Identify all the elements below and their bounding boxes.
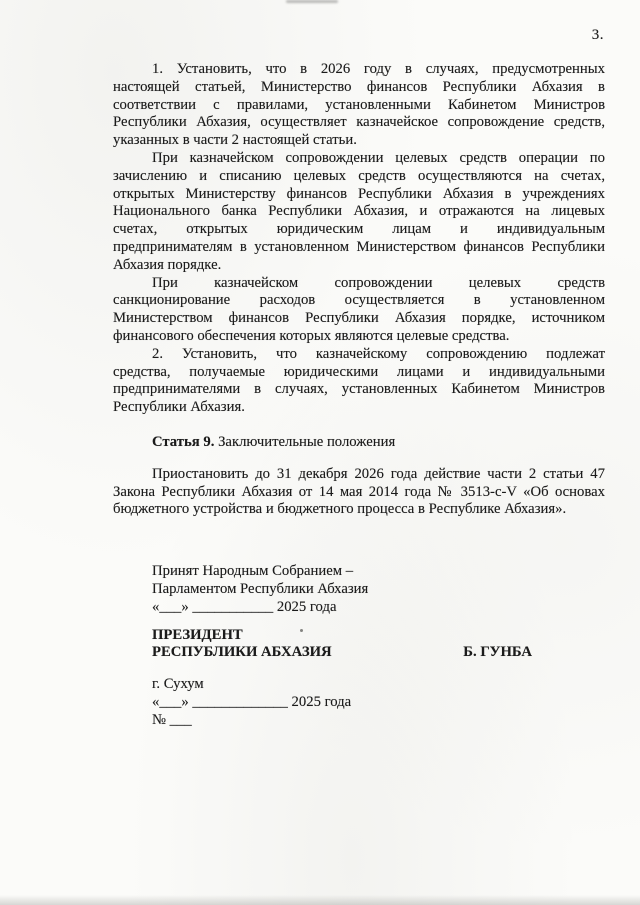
section-heading-number: Статья 9. — [152, 433, 215, 450]
paragraph-line: предпринимателям в установленном Министерством финансов Республики — [113, 238, 605, 255]
place-date-block — [152, 676, 605, 729]
paragraph — [113, 346, 605, 417]
paragraph-line: При казначейском сопровождении целевых средств операции по — [152, 149, 605, 166]
scan-artifact-top-edge — [286, 0, 338, 3]
paragraph-line: открытых Министерству финансов Республики Абхазия в учреждениях — [113, 185, 605, 202]
paragraph-line: финансового обеспечения которых являются целевые средства. — [113, 327, 510, 344]
section-heading: Статья 9. Заключительные положения — [152, 433, 396, 450]
president-title-line1: ПРЕЗИДЕНТ — [152, 626, 243, 643]
paragraph-line: счетах, открытых юридическим лицам и индивидуальным — [113, 221, 605, 238]
adoption-line: Принят Народным Собранием – — [152, 563, 354, 580]
paragraph-line: средства, получаемые юридическими лицами и индивидуальными — [113, 363, 605, 380]
president-title-line2 — [152, 644, 532, 662]
paragraph-line: бюджетного устройства и бюджетного процесса в Республике Абхазия». — [113, 501, 567, 518]
paragraphs-container — [113, 61, 605, 519]
paragraph-line: указанных в части 2 настоящей статьи. — [113, 132, 357, 149]
paragraph — [113, 61, 605, 150]
document-body — [113, 61, 605, 730]
paragraph-line: Национального банка Республики Абхазия, и отражаются на лицевых — [113, 203, 605, 220]
paragraph-line: При казначейском сопровождении целевых средств — [152, 274, 605, 291]
paragraph-line: Министерством финансов Республики Абхазия порядке, источником — [113, 310, 605, 327]
adoption-block — [152, 563, 605, 616]
scan-artifact-bottom-edge — [0, 895, 640, 905]
number-blank-line: № ___ — [152, 711, 192, 728]
paragraph — [113, 466, 605, 519]
date-blank-line: «___» _____________ 2025 года — [152, 693, 352, 710]
paragraph-line: Республики Абхазия, осуществляет казначейское сопровождение средств, — [113, 114, 605, 131]
paragraph-line: настоящей статьей, Министерство финансов Республики Абхазия в — [113, 78, 605, 95]
president-signature-name: Б. ГУНБА — [463, 644, 532, 661]
place-line: г. Сухум — [152, 676, 204, 693]
adoption-date-line: «___» ___________ 2025 года — [152, 598, 337, 615]
paragraph — [113, 275, 605, 346]
paragraph-line: предпринимателями в случаях, установленных Кабинетом Министров — [113, 381, 605, 398]
paragraph-line: зачислению и списанию целевых средств осуществляются на счетах, — [113, 167, 605, 184]
paragraph-line: Приостановить до 31 декабря 2026 года действие части 2 статьи 47 — [152, 465, 605, 482]
page-number: 3. — [591, 27, 604, 43]
paragraph-line: Республики Абхазия. — [113, 399, 245, 416]
paragraph — [113, 150, 605, 275]
paragraph-line: 1. Установить, что в 2026 году в случаях, предусмотренных — [152, 61, 605, 77]
president-block — [152, 627, 532, 663]
paragraph-line: Абхазия порядке. — [113, 256, 222, 273]
paragraph-line: Закона Республики Абхазия от 14 мая 2014 года № 3513-с-V «Об основах — [113, 483, 605, 500]
adoption-line: Парламентом Республики Абхазия — [152, 580, 369, 597]
paragraph-line: соответствии с правилами, установленными Кабинетом Министров — [113, 96, 605, 113]
scan-artifact-ink-dot — [300, 629, 303, 632]
paragraph-line: 2. Установить, что казначейскому сопровождению подлежат — [152, 345, 605, 362]
paragraph-line: санкционирование расходов осуществляется в установленном — [113, 292, 605, 309]
president-title-text: РЕСПУБЛИКИ АБХАЗИЯ — [152, 644, 332, 661]
